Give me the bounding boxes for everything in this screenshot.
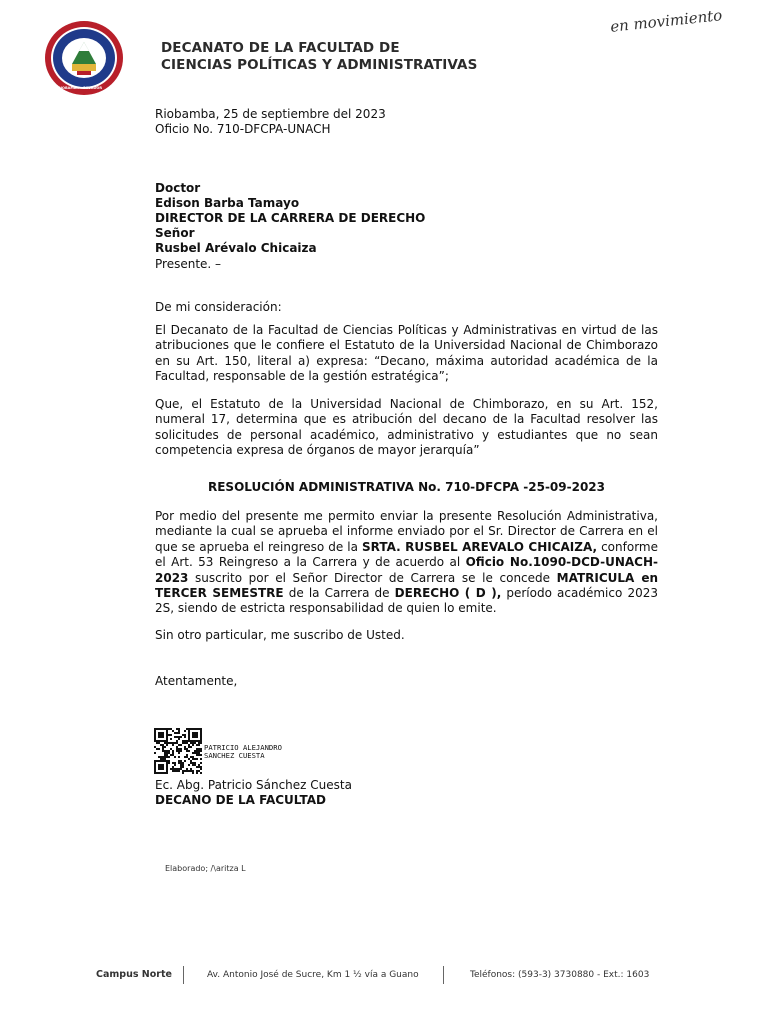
header-title-line2: CIENCIAS POLÍTICAS Y ADMINISTRATIVAS bbox=[161, 57, 478, 73]
p3-bold-student: SRTA. RUSBEL AREVALO CHICAIZA, bbox=[362, 539, 598, 554]
office-number: Oficio No. 710-DFCPA-UNACH bbox=[155, 122, 331, 136]
closing-line: Sin otro particular, me suscribo de Usted. bbox=[155, 628, 405, 642]
paragraph-2: Que, el Estatuto de la Universidad Nacional de Chimborazo, en su Art. 152, numeral 17, determina que es atribución del decano de la Facultad resolver las solicitudes de personal académico, administrativo y estudiantes que no sean competencia expresa de órganos de mayor jerarquía” bbox=[155, 397, 658, 458]
p3-text-2: conforme el Art. 53 Reingreso a la Carrera y de acuerdo al bbox=[155, 539, 658, 570]
signer-line-1: PATRICIO ALEJANDRO bbox=[204, 743, 282, 752]
paragraph-3 bbox=[155, 509, 658, 617]
p3-text-3: suscrito por el Señor Director de Carrera se le concede bbox=[188, 570, 557, 585]
electronic-signature-name bbox=[204, 744, 282, 760]
qr-code-icon bbox=[154, 728, 202, 774]
footer-phone: Teléfonos: (593-3) 3730880 - Ext.: 1603 bbox=[470, 970, 650, 980]
presente-line: Presente. – bbox=[155, 257, 222, 271]
p3-text-1: Por medio del presente me permito enviar la presente Resolución Administrativa, mediante la cual se aprueba el informe enviado por el Sr. Director de Carrera en el que se aprueba el reingreso de la bbox=[155, 509, 658, 554]
footer-campus: Campus Norte bbox=[96, 969, 172, 980]
p3-bold-oficio: Oficio No.1090-DCD-UNACH-2023 bbox=[155, 555, 658, 585]
signer-role: DECANO DE LA FACULTAD bbox=[155, 793, 326, 807]
valediction: Atentamente, bbox=[155, 674, 238, 688]
footer-divider bbox=[443, 966, 444, 984]
p3-text-5: período académico 2023 2S, siendo de estricta responsabilidad de quien lo emite. bbox=[155, 586, 658, 616]
footer-divider bbox=[183, 966, 184, 984]
signer-name: Ec. Abg. Patricio Sánchez Cuesta bbox=[155, 778, 352, 792]
recipient-title: Doctor bbox=[155, 181, 201, 195]
recipient-name: Edison Barba Tamayo bbox=[155, 196, 300, 210]
page-header-title bbox=[161, 40, 477, 74]
p3-bold-matricula: MATRICULA en TERCER SEMESTRE bbox=[155, 570, 658, 601]
recipient-position: DIRECTOR DE LA CARRERA DE DERECHO bbox=[155, 211, 426, 225]
university-seal-icon bbox=[44, 20, 124, 96]
footer-address: Av. Antonio José de Sucre, Km 1 ½ vía a Guano bbox=[207, 970, 419, 980]
header-title-line1: DECANATO DE LA FACULTAD DE bbox=[161, 40, 400, 56]
greeting: De mi consideración: bbox=[155, 300, 282, 314]
seal-subtitle: RIOBAMBA - ECUADOR bbox=[58, 86, 103, 90]
slogan: en movimiento bbox=[608, 6, 723, 36]
p3-bold-carrera: DERECHO ( D ), bbox=[394, 586, 502, 601]
paragraph-1: El Decanato de la Facultad de Ciencias Políticas y Administrativas en virtud de las atribuciones que le confiere el Estatuto de la Universidad Nacional de Chimborazo en su Art. 150, literal a) expresa: “Decano, máxima autoridad académica de la Facultad, responsable de la gestión estratégica”; bbox=[155, 323, 658, 384]
p3-text-4: de la Carrera de bbox=[283, 586, 395, 601]
recipient2-title: Señor bbox=[155, 226, 195, 240]
letter-date: Riobamba, 25 de septiembre del 2023 bbox=[155, 107, 386, 121]
elaborated-by: Elaborado; /\aritza L bbox=[165, 864, 246, 873]
recipient2-name: Rusbel Arévalo Chicaiza bbox=[155, 241, 317, 255]
signer-line-2: SANCHEZ CUESTA bbox=[204, 751, 265, 760]
resolution-title: RESOLUCIÓN ADMINISTRATIVA No. 710-DFCPA -25-09-2023 bbox=[207, 480, 606, 494]
